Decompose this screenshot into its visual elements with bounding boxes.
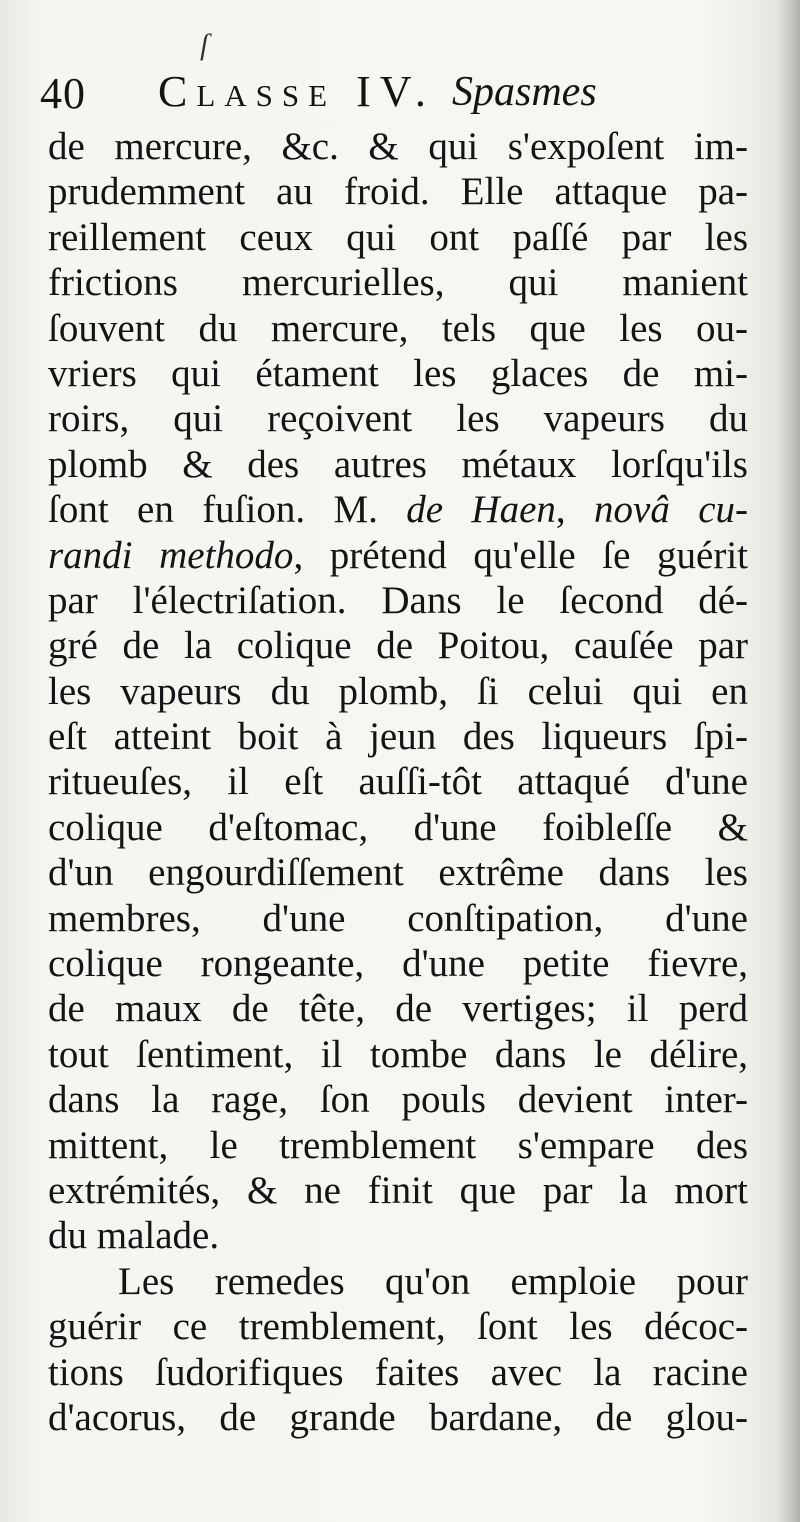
text-line: gré de la colique de Poitou, cauſée par: [48, 624, 748, 668]
page-number: 40: [40, 69, 86, 118]
text-segment: ,: [555, 488, 595, 532]
running-title: Classe IV.: [158, 67, 435, 116]
text-line: vriers qui étament les glaces de mi-: [48, 351, 748, 395]
text-line: d'acorus, de grande bardane, de glou-: [48, 1395, 748, 1439]
text-line: de mercure, &c. & qui s'expoſent im-: [48, 125, 748, 168]
ink-mark: ſ: [200, 28, 209, 61]
work-title-italic: novâ cu-: [594, 488, 748, 532]
text-line: colique rongeante, d'une petite fievre,: [48, 942, 748, 986]
paragraph-first-line: Les remedes qu'on emploie pour: [118, 1259, 748, 1303]
text-line: du malade.: [48, 1214, 220, 1258]
text-line: mittent, le tremblement s'empare des: [48, 1123, 748, 1167]
text-line: [48, 533, 748, 578]
text-line: tout ſentiment, il tombe dans le délire,: [48, 1032, 748, 1076]
text-line: ſouvent du mercure, tels que les ou-: [48, 306, 748, 350]
text-line: guérir ce tremblement, ſont les décoc-: [48, 1305, 748, 1349]
text-line: extrémités, & ne finit que par la mort: [48, 1168, 748, 1212]
text-line: tions ſudorifiques faites avec la racine: [48, 1350, 748, 1394]
text-line: membres, d'une conſtipation, d'une: [48, 896, 748, 940]
text-line: par l'électriſation. Dans le ſecond dé-: [48, 578, 748, 622]
text-line: [48, 487, 748, 532]
text-line: eſt atteint boit à jeun des liqueurs ſpi-: [48, 715, 748, 759]
text-line: colique d'eſtomac, d'une foibleſſe &: [48, 805, 748, 849]
running-header: [40, 62, 760, 132]
text-line: ritueuſes, il eſt auſſi-tôt attaqué d'une: [48, 760, 748, 804]
text-line: dans la rage, ſon pouls devient inter-: [48, 1078, 748, 1122]
text-line: d'un engourdiſſement extrême dans les: [48, 851, 748, 895]
text-line: de maux de tête, de vertiges; il perd: [48, 987, 748, 1031]
work-title-italic: randi methodo: [48, 533, 294, 577]
text-line: plomb & des autres métaux lorſqu'ils: [48, 442, 748, 486]
page-edge-shadow: [778, 0, 800, 1522]
text-segment: , prétend qu'elle ſe guérit: [293, 533, 748, 577]
text-line: frictions mercurielles, qui manient: [48, 261, 748, 305]
text-line: les vapeurs du plomb, ſi celui qui en: [48, 669, 748, 713]
running-subtitle: Spasmes: [452, 69, 597, 115]
body-text: [48, 124, 748, 1440]
text-line: prudemment au froid. Elle attaque pa-: [48, 170, 748, 214]
text-line: reillement ceux qui ont paſſé par les: [48, 215, 748, 259]
text-line: roirs, qui reçoivent les vapeurs du: [48, 397, 748, 441]
text-segment: ſont en fuſion. M.: [48, 488, 407, 532]
author-name-italic: de Haen: [406, 488, 556, 532]
